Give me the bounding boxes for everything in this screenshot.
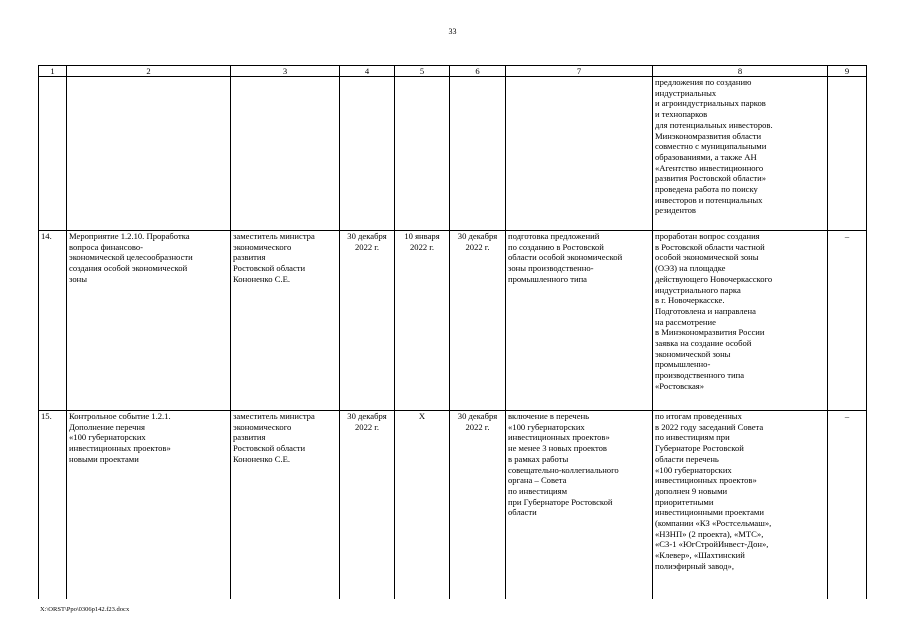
cell-line: по итогам проведенных <box>655 411 742 421</box>
actual-result-cell <box>653 77 828 231</box>
actual-start-date-cell <box>395 77 450 231</box>
cell-line: Кононенко С.Е. <box>233 273 290 284</box>
expected-result-cell <box>506 231 653 411</box>
note-cell <box>828 77 867 231</box>
cell-line: дополнен 9 новыми <box>655 485 728 496</box>
cell-line: и технопарков <box>655 109 708 120</box>
column-header: 7 <box>506 66 653 77</box>
row-number-cell <box>39 77 67 231</box>
cell-line: приоритетными <box>655 496 714 507</box>
cell-line: Кононенко С.Е. <box>233 453 290 464</box>
cell-line: заявка на создание особой <box>655 338 752 349</box>
expected-result-cell <box>506 411 653 600</box>
cell-line: и агроиндустриальных парков <box>655 98 766 109</box>
table-row <box>39 411 867 600</box>
responsible-cell <box>231 231 340 411</box>
column-header: 5 <box>395 66 450 77</box>
cell-line: предложения по созданию <box>655 77 752 87</box>
row-number-cell: 14. <box>39 231 67 411</box>
cell-line: инвестиционными проектами <box>655 507 764 518</box>
cell-line: развития Ростовской области» <box>655 173 767 184</box>
cell-line: 30 декабря <box>457 411 498 421</box>
plan-end-date-cell <box>450 231 506 411</box>
cell-line: 30 декабря <box>347 231 387 241</box>
plan-start-date-cell <box>340 231 395 411</box>
cell-line: «Агентство инвестиционного <box>655 162 764 173</box>
plan-end-date-cell <box>450 411 506 600</box>
cell-line: X <box>418 411 426 421</box>
cell-line: 30 декабря <box>347 411 387 421</box>
cell-line: 2022 г. <box>409 241 435 252</box>
cell-line: (ОЭЗ) на площадке <box>655 263 726 274</box>
cell-line: зоны производственно- <box>508 263 594 274</box>
cell-line: не менее 3 новых проектов <box>508 443 607 454</box>
cell-line: «100 губернаторских <box>69 432 146 443</box>
column-header: 3 <box>231 66 340 77</box>
column-header: 4 <box>340 66 395 77</box>
cell-line: (компании «КЗ «Ростсельмаш», <box>655 518 772 529</box>
actual-result-cell <box>653 231 828 411</box>
cell-line: вопроса финансово- <box>69 241 144 252</box>
cell-line: «Ростовская» <box>655 380 705 391</box>
cell-line: совещательно-коллегиального <box>508 464 619 475</box>
cell-line: развития <box>233 432 266 443</box>
cell-line: особой экономической зоны <box>655 252 759 263</box>
cell-line: по созданию в Ростовской <box>508 241 604 252</box>
cell-line: инвестиционных проектов» <box>655 475 757 486</box>
column-header: 9 <box>828 66 867 77</box>
cell-line: экономической зоны <box>655 348 731 359</box>
cell-line: резидентов <box>655 205 696 216</box>
table-row <box>39 231 867 411</box>
cell-line: создания особой экономической <box>69 263 188 274</box>
cell-line: экономического <box>233 421 292 432</box>
actual-start-date-cell <box>395 411 450 600</box>
cell-line: Подготовлена и направлена <box>655 305 756 316</box>
cell-line: полиэфирный завод», <box>655 560 734 571</box>
responsible-cell <box>231 77 340 231</box>
cell-line: в Минэкономразвития России <box>655 327 765 338</box>
cell-line: «Клевер», «Шахтинский <box>655 550 745 561</box>
cell-line: по инвестициям при <box>655 432 730 443</box>
column-header: 1 <box>39 66 67 77</box>
expected-result-cell <box>506 77 653 231</box>
cell-line: совместно с муниципальными <box>655 141 767 152</box>
report-table <box>38 65 867 599</box>
cell-line: зоны <box>69 273 88 284</box>
cell-line: Контрольное событие 1.2.1. <box>69 411 171 421</box>
cell-line: Ростовской области <box>233 443 306 454</box>
column-header: 8 <box>653 66 828 77</box>
cell-line: развития <box>233 252 266 263</box>
cell-line: 10 января <box>404 231 440 241</box>
responsible-cell <box>231 411 340 600</box>
note-cell: – <box>828 411 867 600</box>
cell-line: проведена работа по поиску <box>655 184 758 195</box>
cell-line: области особой экономической <box>508 252 623 263</box>
cell-line: Ростовской области <box>233 263 306 274</box>
cell-line: при Губернаторе Ростовской <box>508 496 613 507</box>
cell-line: органа – Совета <box>508 475 567 486</box>
cell-line: проработан вопрос создания <box>655 231 760 241</box>
cell-line: экономической целесообразности <box>69 252 193 263</box>
cell-line: производственного типа <box>655 370 745 381</box>
cell-line: области перечень <box>655 453 719 464</box>
plan-end-date-cell <box>450 77 506 231</box>
cell-line: в Ростовской области частной <box>655 241 765 252</box>
cell-line: в рамках работы <box>508 453 569 464</box>
cell-line: области <box>508 507 537 518</box>
cell-line: действующего Новочеркасского <box>655 273 773 284</box>
cell-line: на рассмотрение <box>655 316 716 327</box>
cell-line: индустриальных <box>655 87 717 98</box>
cell-line: для потенциальных инвесторов. <box>655 119 773 130</box>
event-cell <box>67 77 231 231</box>
cell-line: подготовка предложений <box>508 231 600 241</box>
cell-line: Мероприятие 1.2.10. Проработка <box>69 231 190 241</box>
cell-line: в 2022 году заседаний Совета <box>655 421 764 432</box>
cell-line: 30 декабря <box>457 231 498 241</box>
cell-line: включение в перечень <box>508 411 590 421</box>
cell-line: Дополнение перечня <box>69 421 145 432</box>
event-cell <box>67 231 231 411</box>
cell-line: по инвестициям <box>508 485 568 496</box>
cell-line: в г. Новочеркасске. <box>655 295 725 306</box>
column-number-row <box>39 66 867 77</box>
cell-line: инвесторов и потенциальных <box>655 194 763 205</box>
cell-line: промышленного типа <box>508 273 587 284</box>
cell-line: 2022 г. <box>465 241 490 252</box>
cell-line: образованиями, а также АН <box>655 151 757 162</box>
cell-line: 2022 г. <box>354 421 380 432</box>
actual-start-date-cell <box>395 231 450 411</box>
plan-start-date-cell <box>340 77 395 231</box>
cell-line: «100 губернаторских <box>655 464 732 475</box>
cell-line: Минэкономразвития области <box>655 130 762 141</box>
cell-line: Губернаторе Ростовской <box>655 443 744 454</box>
file-path-footer: X:\ORST\Ppo\0306p142.f23.docx <box>40 606 130 613</box>
actual-result-cell <box>653 411 828 600</box>
note-cell: – <box>828 231 867 411</box>
table-row <box>39 77 867 231</box>
cell-line: 2022 г. <box>465 421 490 432</box>
cell-line: «100 губернаторских <box>508 421 585 432</box>
cell-line: «СЗ-1 «ЮгСтройИнвест-Дон», <box>655 539 769 550</box>
column-header: 6 <box>450 66 506 77</box>
cell-line: «НЗНП» (2 проекта), «МТС», <box>655 528 764 539</box>
plan-start-date-cell <box>340 411 395 600</box>
cell-line: инвестиционных проектов» <box>69 443 171 454</box>
row-number-cell: 15. <box>39 411 67 600</box>
cell-line: новыми проектами <box>69 453 139 464</box>
column-header: 2 <box>67 66 231 77</box>
cell-line: заместитель министра <box>233 231 315 241</box>
cell-line: 2022 г. <box>354 241 380 252</box>
cell-line: экономического <box>233 241 292 252</box>
cell-line: индустриального парка <box>655 284 741 295</box>
cell-line: инвестиционных проектов» <box>508 432 610 443</box>
cell-line: заместитель министра <box>233 411 315 421</box>
event-cell <box>67 411 231 600</box>
cell-line: промышленно- <box>655 359 711 370</box>
page-number: 33 <box>448 27 457 36</box>
